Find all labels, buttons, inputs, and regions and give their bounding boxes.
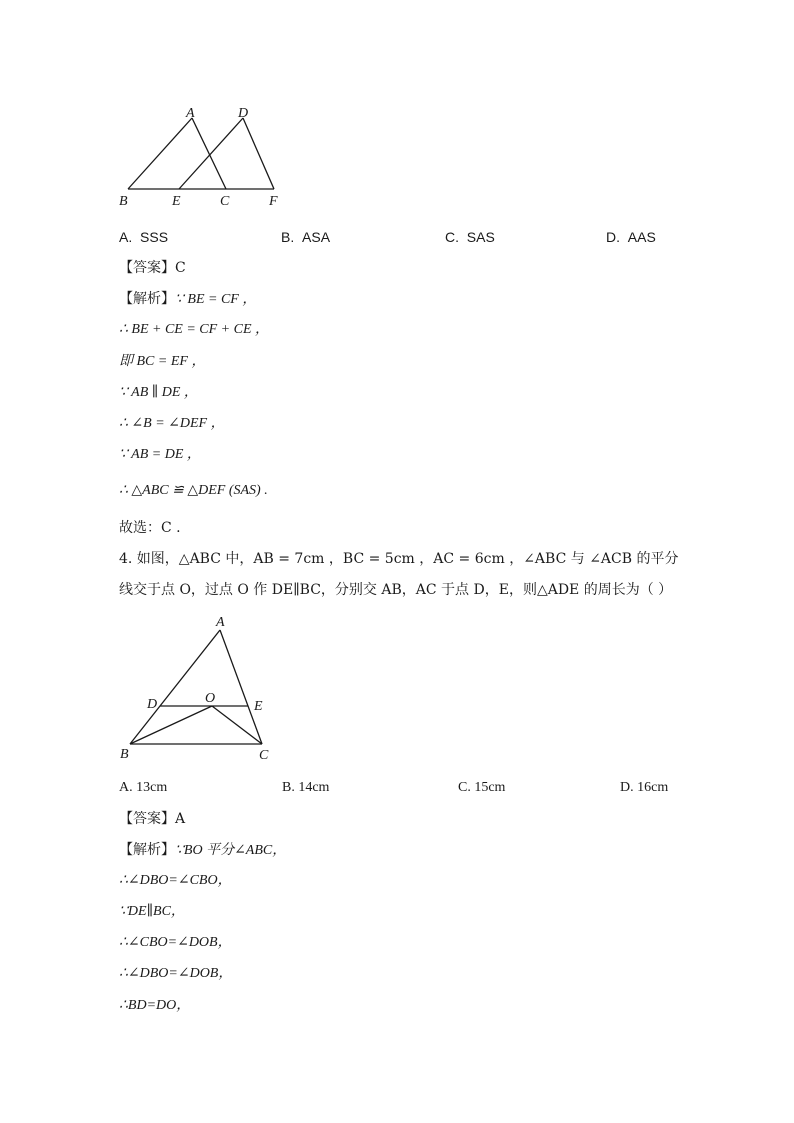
label2-c: C xyxy=(259,748,269,763)
q3-solution-line: ∴ BE + CE = CF + CE ， xyxy=(119,322,270,337)
q3-solution-line: ∴ △ABC ≌ △DEF (SAS) . xyxy=(119,483,268,498)
q4-option-c: C. 15cm xyxy=(458,780,506,795)
q4-option-d: D. 16cm xyxy=(620,780,669,795)
q3-solution-line: ∴ ∠B = ∠DEF ， xyxy=(119,416,225,431)
label-f: F xyxy=(269,194,278,209)
q4-solution-line: ∴∠CBO=∠DOB， xyxy=(119,935,232,950)
label-c: C xyxy=(220,194,230,209)
label-a: A xyxy=(186,106,195,121)
q4-stem-line: 4. 如图，△ABC 中，AB = 7cm ，BC = 5cm ，AC = 6cm ，∠ABC 与 ∠ACB 的平分 xyxy=(119,551,679,567)
q3-solution-line: 即 BC = EF ， xyxy=(119,354,206,369)
label2-e: E xyxy=(254,699,263,714)
q3-solution-line: ∵ AB = DE ， xyxy=(119,447,201,462)
q4-solution-line: ∴∠DBO=∠CBO， xyxy=(119,873,232,888)
q3-solution-line: ∵ AB ∥ DE ， xyxy=(119,385,198,400)
q3-option-d: D. AAS xyxy=(606,229,656,245)
q4-option-a: A. 13cm xyxy=(119,780,168,795)
q4-option-b: B. 14cm xyxy=(282,780,330,795)
label2-b: B xyxy=(120,747,129,762)
q4-solution-line: ∴BD=DO， xyxy=(119,998,191,1013)
q3-option-a: A. SSS xyxy=(119,229,169,245)
q3-answer: 【答案】C xyxy=(119,260,186,276)
q3-option-b: B. ASA xyxy=(281,229,331,245)
q3-option-c: C. SAS xyxy=(445,229,495,245)
q3-solution-line: 【解析】∵ BE = CF ， xyxy=(119,291,257,307)
q3-conclusion: 故选：C . xyxy=(119,520,181,536)
label-e: E xyxy=(172,194,181,209)
label-b: B xyxy=(119,194,128,209)
label2-o: O xyxy=(205,691,216,706)
figure-triangle-ade xyxy=(130,630,262,744)
label2-a: A xyxy=(216,615,225,630)
q4-solution-line: ∴∠DBO=∠DOB， xyxy=(119,966,233,981)
q4-stem-line: 线交于点 O，过点 O 作 DE∥BC，分别交 AB，AC 于点 D，E，则△ADE 的周长为（ ） xyxy=(119,582,673,598)
label-d: D xyxy=(238,106,249,121)
q4-solution-line: ∵DE∥BC， xyxy=(119,904,185,919)
q4-solution-line: 【解析】∵BO 平分∠ABC， xyxy=(119,842,287,858)
label2-d: D xyxy=(147,697,158,712)
q4-answer: 【答案】A xyxy=(119,811,186,827)
